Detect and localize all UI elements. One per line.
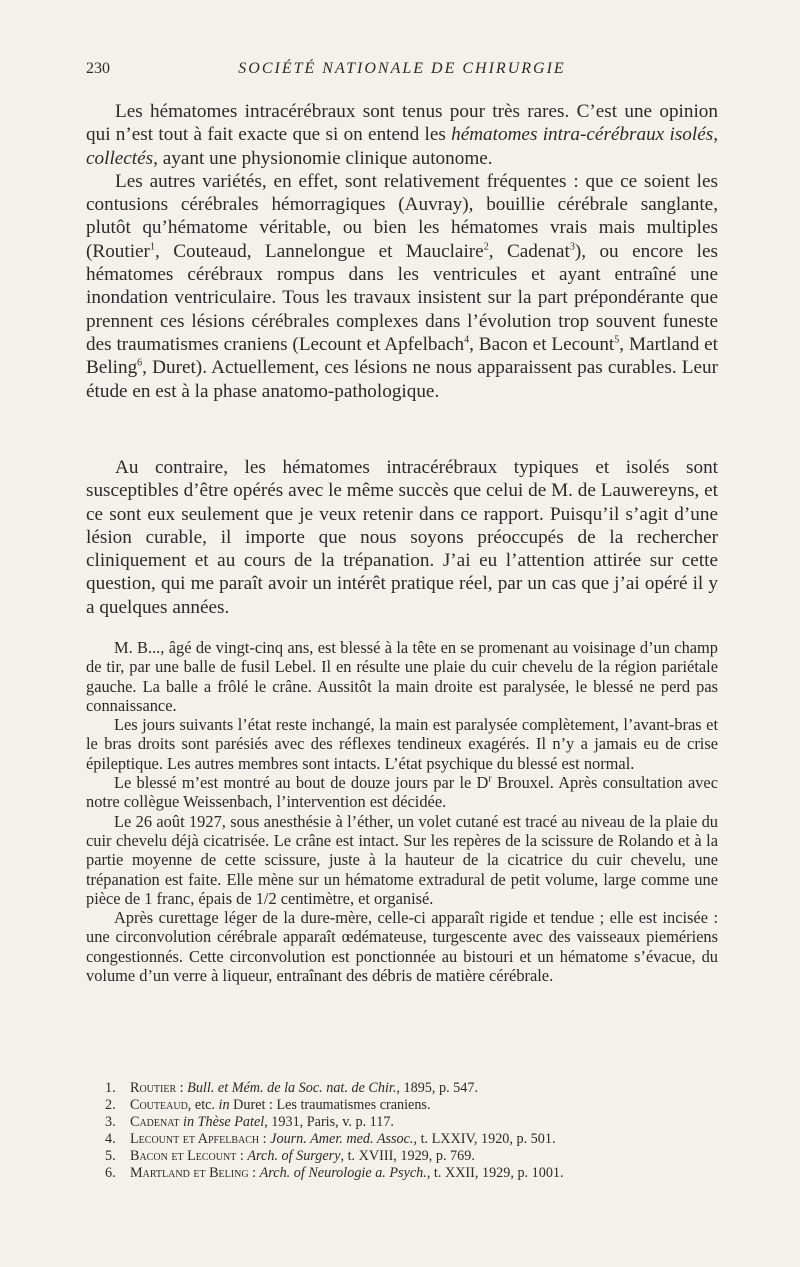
case-paragraph-3-text-a: Le blessé m’est montré au bout de douze jours par le D (114, 773, 489, 793)
footnote-ref-6: 6 (137, 357, 143, 369)
footnote-rest: Duret : Les traumatismes craniens. (229, 1097, 431, 1114)
case-paragraph-1: M. B..., âgé de vingt-cinq ans, est blessé à la tête en se promenant au voisinage d’un champ de tir, par une balle de fusil Lebel. Il en résulte une plaie du cuir chevelu de la région pariétale gauche. La balle a frôlé le crâne. Aussitôt la main droite est paralysée, le blessé ne perd pas connaissance. (86, 638, 718, 715)
footnote (105, 1165, 705, 1182)
paragraph-2-text-g: , Duret). Actuellement, ces lésions ne nous apparaissent pas curables. Leur étude en est à la phase anatomo-pathologique. (86, 357, 718, 402)
running-title: SOCIÉTÉ NATIONALE DE CHIRURGIE (238, 60, 566, 77)
paragraph-2-text-e: , Bacon et Lecount (469, 333, 615, 355)
doctor-abbrev-sup: r (488, 773, 492, 785)
footnote-source: Journ. Amer. med. Assoc. (270, 1131, 414, 1148)
paragraph-2-text-a: Les autres variétés, en effet, sont relativement fréquentes : que ce soient les contusions cérébrales hémorragiques (Auvray), bouillie cérébrale sanglante, plutôt qu’hématome véritable, ou bien les hématomes vrais mais multiples (Routier (86, 170, 718, 262)
footnote-source: Bull. et Mém. de la Soc. nat. de Chir. (187, 1080, 397, 1096)
footnote-number: 4. (105, 1131, 116, 1148)
footnote-author: Martland et Beling (130, 1165, 249, 1182)
paragraph-2-text-b: , Couteaud, Lannelongue et Mauclaire (154, 240, 484, 262)
paragraph-2-text-f: , Martland et Beling (86, 333, 719, 379)
footnote-number: 5. (105, 1148, 116, 1165)
paragraph-2-text-d: ), ou encore les hématomes cérébraux rompus dans les ventricules et ayant entraîné une inondation ventriculaire. Tous les travaux insistent sur la part prépondérante que prennent ces lésions cérébrales complexes dans l’évolution trop souvent funeste des traumatismes craniens (Lecount et Apfelbach (86, 240, 718, 355)
footnote-sep: : (176, 1080, 188, 1096)
footnote-sep: : (248, 1165, 260, 1182)
case-paragraph-3-text-b: Brouxel. Après consultation avec notre collègue Weissenbach, l’intervention est décidée. (86, 773, 718, 812)
footnote-sep: : (236, 1148, 248, 1165)
footnote-ref-2: 2 (483, 241, 489, 253)
paragraph-1 (86, 100, 718, 170)
footnote-author: Couteaud (130, 1097, 188, 1114)
footnote-source: in Thèse Patel (183, 1114, 265, 1131)
footnote-ref-5: 5 (614, 334, 620, 346)
case-paragraph-5: Après curettage léger de la dure-mère, celle-ci apparaît rigide et tendue ; elle est incisée : une circonvolution cérébrale apparaît œdémateuse, turgescente avec des vaisseaux piemériens congestionnés. Cette circonvolution est ponctionnée au bistouri et un hématome s’évacue, du volume d’un verre à liqueur, entraînant des débris de matière cérébrale. (86, 908, 718, 986)
case-paragraph-2: Les jours suivants l’état reste inchangé, la main est paralysée complètement, l’avant-bras et le bras droits sont parésiés avec des réflexes tendineux exagérés. Il n’y a jamais eu de crise épileptique. Les autres membres sont intacts. L’état psychique du blessé est normal. (86, 715, 718, 773)
footnote-number: 1. (105, 1080, 116, 1096)
case-report (86, 638, 718, 985)
paragraph-1-text-a: Les hématomes intracérébraux sont tenus pour très rares. C’est une opinion qui n’est tout à fait exacte que si on entend les (86, 101, 718, 146)
footnote-ref-3: 3 (569, 241, 575, 253)
paragraph-2 (86, 170, 718, 403)
paragraph-1-italic: hématomes intra-cérébraux isolés, collectés, (86, 124, 718, 169)
case-paragraph-3 (86, 773, 718, 812)
paragraph-1-text-c: ayant une physionomie clinique autonome. (157, 147, 493, 169)
intro-section (86, 100, 718, 403)
paragraph-3: Au contraire, les hématomes intracérébraux typiques et isolés sont susceptibles d’être opérés avec le même succès que celui de M. de Lauwereyns, et ce sont eux seulement que je veux retenir dans ce rapport. Puisqu’il s’agit d’une lésion curable, il importe que nous soyons préoccupés de la rechercher cliniquement et au cours de la trépanation. J’ai eu l’attention attirée sur cette question, qui me paraît avoir un intérêt pratique réel, par un cas que j’ai opéré il y a quelques années. (86, 457, 718, 618)
footnote (105, 1148, 705, 1165)
footnote (105, 1097, 705, 1114)
footnotes (105, 1080, 705, 1183)
footnote-author: Routier (130, 1080, 177, 1096)
footnote-source: Arch. of Neurologie a. Psych. (259, 1165, 427, 1182)
footnote-rest: , t. XXII, 1929, p. 1001. (426, 1165, 564, 1182)
footnote-number: 6. (105, 1165, 116, 1182)
footnote-source: in (218, 1097, 230, 1114)
footnote-rest: , t. LXXIV, 1920, p. 501. (413, 1131, 556, 1148)
footnote-rest: , 1895, p. 547. (396, 1080, 478, 1096)
paragraph-2-text-c: , Cadenat (488, 240, 570, 262)
footnote-ref-1: 1 (149, 241, 155, 253)
footnote-number: 3. (105, 1114, 116, 1131)
footnote (105, 1114, 705, 1131)
footnote-sep: , etc. (187, 1097, 219, 1114)
footnote-author: Bacon et Lecount (130, 1148, 237, 1165)
footnote-rest: , t. XVIII, 1929, p. 769. (340, 1148, 475, 1165)
case-paragraph-4: Le 26 août 1927, sous anesthésie à l’éther, un volet cutané est tracé au niveau de la plaie du cuir chevelu déjà cicatrisée. Le crâne est intact. Sur les repères de la scissure de Rolando et à la partie moyenne de cette scissure, juste à la hauteur de la cicatrice du cuir chevelu, une trépanation est faite. Elle mène sur un hématome extradural de petit volume, large comme une pièce de 1 franc, épais de 1/2 centimètre, et organisé. (86, 811, 718, 908)
footnote-sep: : (259, 1131, 271, 1148)
running-header (86, 60, 718, 84)
footnote-source: Arch. of Surgery (247, 1148, 341, 1165)
main-section (86, 456, 718, 619)
footnote (105, 1131, 705, 1148)
footnote-author: Lecount et Apfelbach (130, 1131, 260, 1148)
page-number: 230 (86, 60, 110, 77)
footnote-number: 2. (105, 1097, 116, 1114)
footnote-ref-4: 4 (464, 334, 470, 346)
footnote (105, 1080, 705, 1097)
footnote-author: Cadenat (130, 1114, 180, 1131)
footnote-rest: , 1931, Paris, v. p. 117. (264, 1114, 394, 1131)
